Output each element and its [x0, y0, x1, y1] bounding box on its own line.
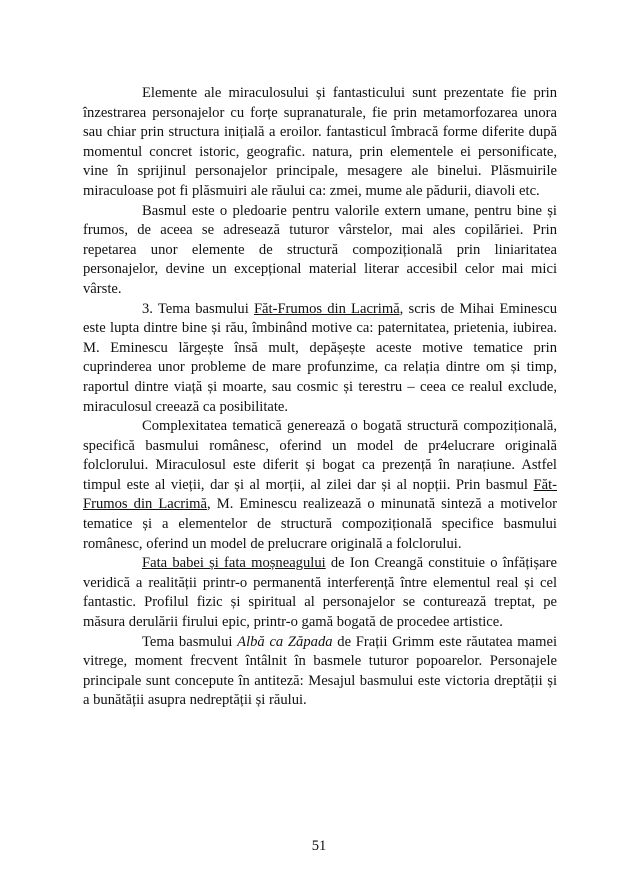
body-paragraph [83, 554, 557, 632]
underlined-title: Fata babei și fata moșneagului [142, 555, 326, 572]
body-paragraph [83, 300, 557, 418]
paragraph-text: , M. Eminescu realizează o minunată sinteză a motivelor tematice și a elementelor de structură compozițională specifice basmului românesc, oferind un model de prelucrare originală a folclorului. [83, 496, 557, 552]
paragraph-text: Tema basmului [142, 633, 238, 650]
body-paragraph [83, 84, 557, 202]
underlined-title: Făt-Frumos din Lacrimă, [253, 300, 404, 317]
underlined-title: Făt-Frumos din Lacrimă [83, 476, 557, 513]
body-paragraph [83, 633, 557, 711]
paragraph-text: Elemente ale miraculosului și fantasticului sunt prezentate fie prin înzestrarea personajelor cu forțe supranaturale, fie prin metamorfozarea unora sau chiar prin structura inițială a eroilor. fantasticul îmbracă forme diferite după momentul concret istoric, geografic. natura, prin elementele ei personificate, vine în sprijinul personajelor principale, mesagere ale binelui. Plăsmuirile miraculoase pot fi plăsmuiri ale răului ca: zmei, mume ale pădurii, diavoli etc. [83, 85, 557, 199]
page-number: 51 [311, 838, 327, 854]
italic-title: Albă ca Zăpada [237, 633, 333, 650]
paragraph-text: de Frații Grimm este răutatea mamei vitrege, moment frecvent întâlnit în basmele tuturor popoarelor. Personajele principale sunt concepute în antiteză: Mesajul basmului este victoria dreptății și a bunătății asupra nedreptății și răului. [83, 633, 557, 709]
paragraph-text: scris de Mihai Eminescu este lupta dintre bine și rău, îmbinând motive ca: paternitatea, prietenia, iubirea. M. Eminescu lărgește însă mult, depășește aceste motive tematice prin cuprinderea unor probleme de mare profunzime, ca relația dintre om și timp, raportul dintre viață și moarte, sau cosmic și terestru – ceea ce realul exclude, miraculosul creează ca posibilitate. [83, 300, 557, 415]
page-body [83, 84, 557, 711]
paragraph-text: Complexitatea tematică generează o bogată structură compozițională, specifică basmului românesc, oferind un model de pr4elucrare originală folclorului. Miraculosul este diferit și bogat ca prezență în narațiune. Astfel timpul este al vieții, dar și al morții, al zilei dar și al nopții. Prin basmul [83, 418, 557, 493]
body-paragraph [83, 417, 557, 554]
body-paragraph [83, 202, 557, 300]
paragraph-text: 3. Tema basmului [142, 300, 254, 317]
paragraph-text: de Ion Creangă constituie o înfățișare veridică a realității printr-o permanentă interferență între elementul real și cel fantastic. Profilul fizic și spiritual al personajelor se conturează treptat, pe măsura derulării firului epic, printr-o gamă bogată de procedee artistice. [83, 555, 557, 631]
paragraph-text: Basmul este o pledoarie pentru valorile extern umane, pentru bine și frumos, de aceea se adresează tuturor vârstelor, mai ales copilăriei. Prin repetarea unor elemente de structură compozițională prin liniaritatea personajelor, devine un excepțional material literar accesibil celor mai mici vârste. [83, 202, 557, 297]
